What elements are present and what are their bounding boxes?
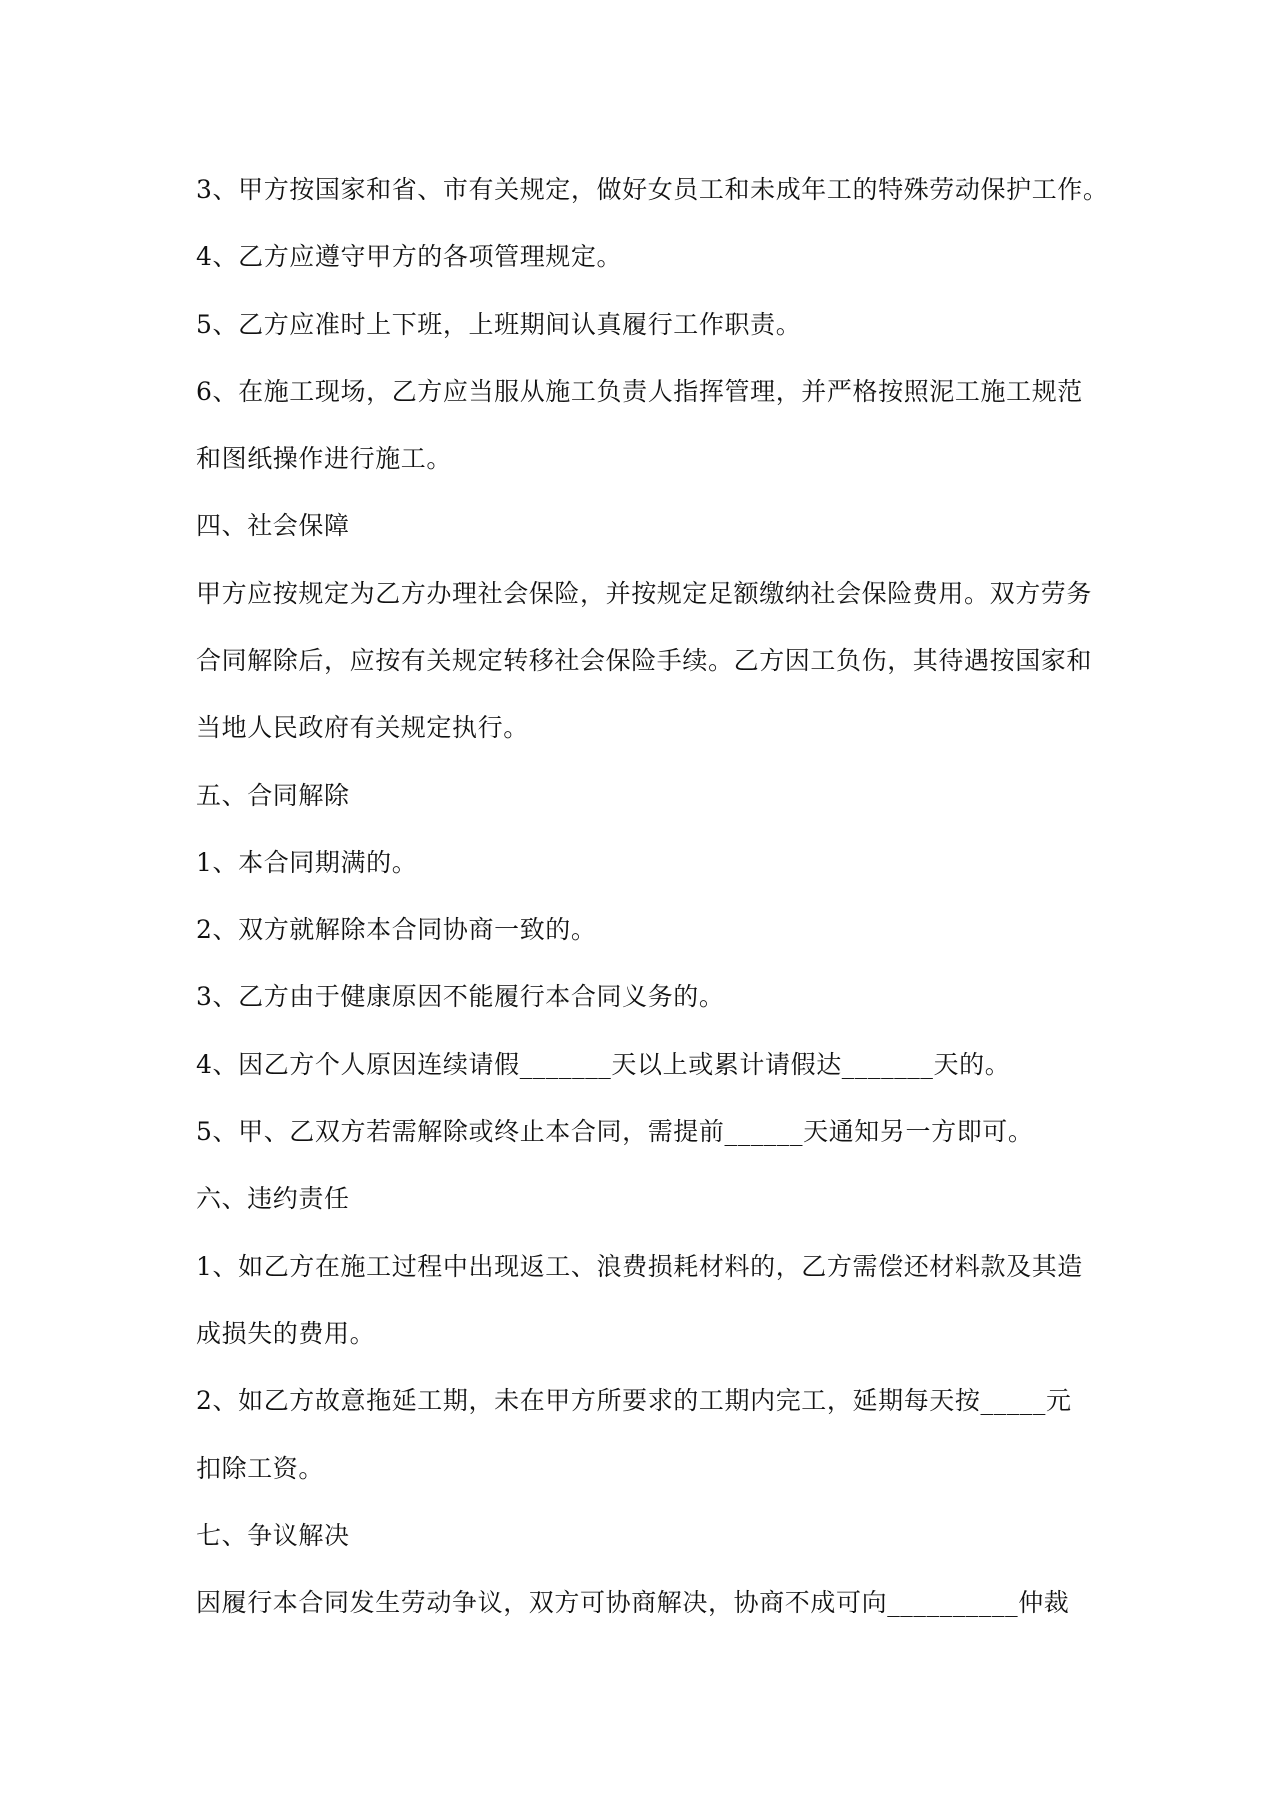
section-heading-social-security: 四、社会保障 (196, 511, 350, 540)
termination-item-2: 2、双方就解除本合同协商一致的。 (196, 915, 597, 944)
termination-item-5: 5、甲、乙双方若需解除或终止本合同，需提前______天通知另一方即可。 (196, 1117, 1034, 1146)
clause-6-continued: 和图纸操作进行施工。 (196, 444, 453, 473)
section-heading-liability: 六、违约责任 (196, 1184, 350, 1213)
clause-3-female-minor-protection: 3、甲方按国家和省、市有关规定，做好女员工和未成年工的特殊劳动保护工作。 (196, 175, 1109, 204)
liability-item-2-line-1: 2、如乙方故意拖延工期，未在甲方所要求的工期内完工，延期每天按_____元 (196, 1386, 1072, 1415)
clause-4-follow-rules: 4、乙方应遵守甲方的各项管理规定。 (196, 242, 623, 271)
termination-item-4: 4、因乙方个人原因连续请假_______天以上或累计请假达_______天的。 (196, 1050, 1011, 1079)
clause-6-site-obey: 6、在施工现场，乙方应当服从施工负责人指挥管理，并严格按照泥工施工规范 (196, 377, 1083, 406)
termination-item-1: 1、本合同期满的。 (196, 848, 418, 877)
social-security-paragraph-line-3: 当地人民政府有关规定执行。 (196, 713, 529, 742)
liability-item-1-line-1: 1、如乙方在施工过程中出现返工、浪费损耗材料的，乙方需偿还材料款及其造 (196, 1252, 1083, 1281)
section-heading-termination: 五、合同解除 (196, 781, 350, 810)
termination-item-3: 3、乙方由于健康原因不能履行本合同义务的。 (196, 982, 725, 1011)
clause-5-punctuality: 5、乙方应准时上下班，上班期间认真履行工作职责。 (196, 310, 802, 339)
section-heading-dispute: 七、争议解决 (196, 1521, 350, 1550)
liability-item-1-line-2: 成损失的费用。 (196, 1319, 376, 1348)
social-security-paragraph-line-1: 甲方应按规定为乙方办理社会保险，并按规定足额缴纳社会保险费用。双方劳务 (196, 579, 1093, 608)
dispute-paragraph-line-1: 因履行本合同发生劳动争议，双方可协商解决，协商不成可向__________仲裁 (196, 1588, 1070, 1617)
social-security-paragraph-line-2: 合同解除后，应按有关规定转移社会保险手续。乙方因工负伤，其待遇按国家和 (196, 646, 1093, 675)
liability-item-2-line-2: 扣除工资。 (196, 1454, 325, 1483)
